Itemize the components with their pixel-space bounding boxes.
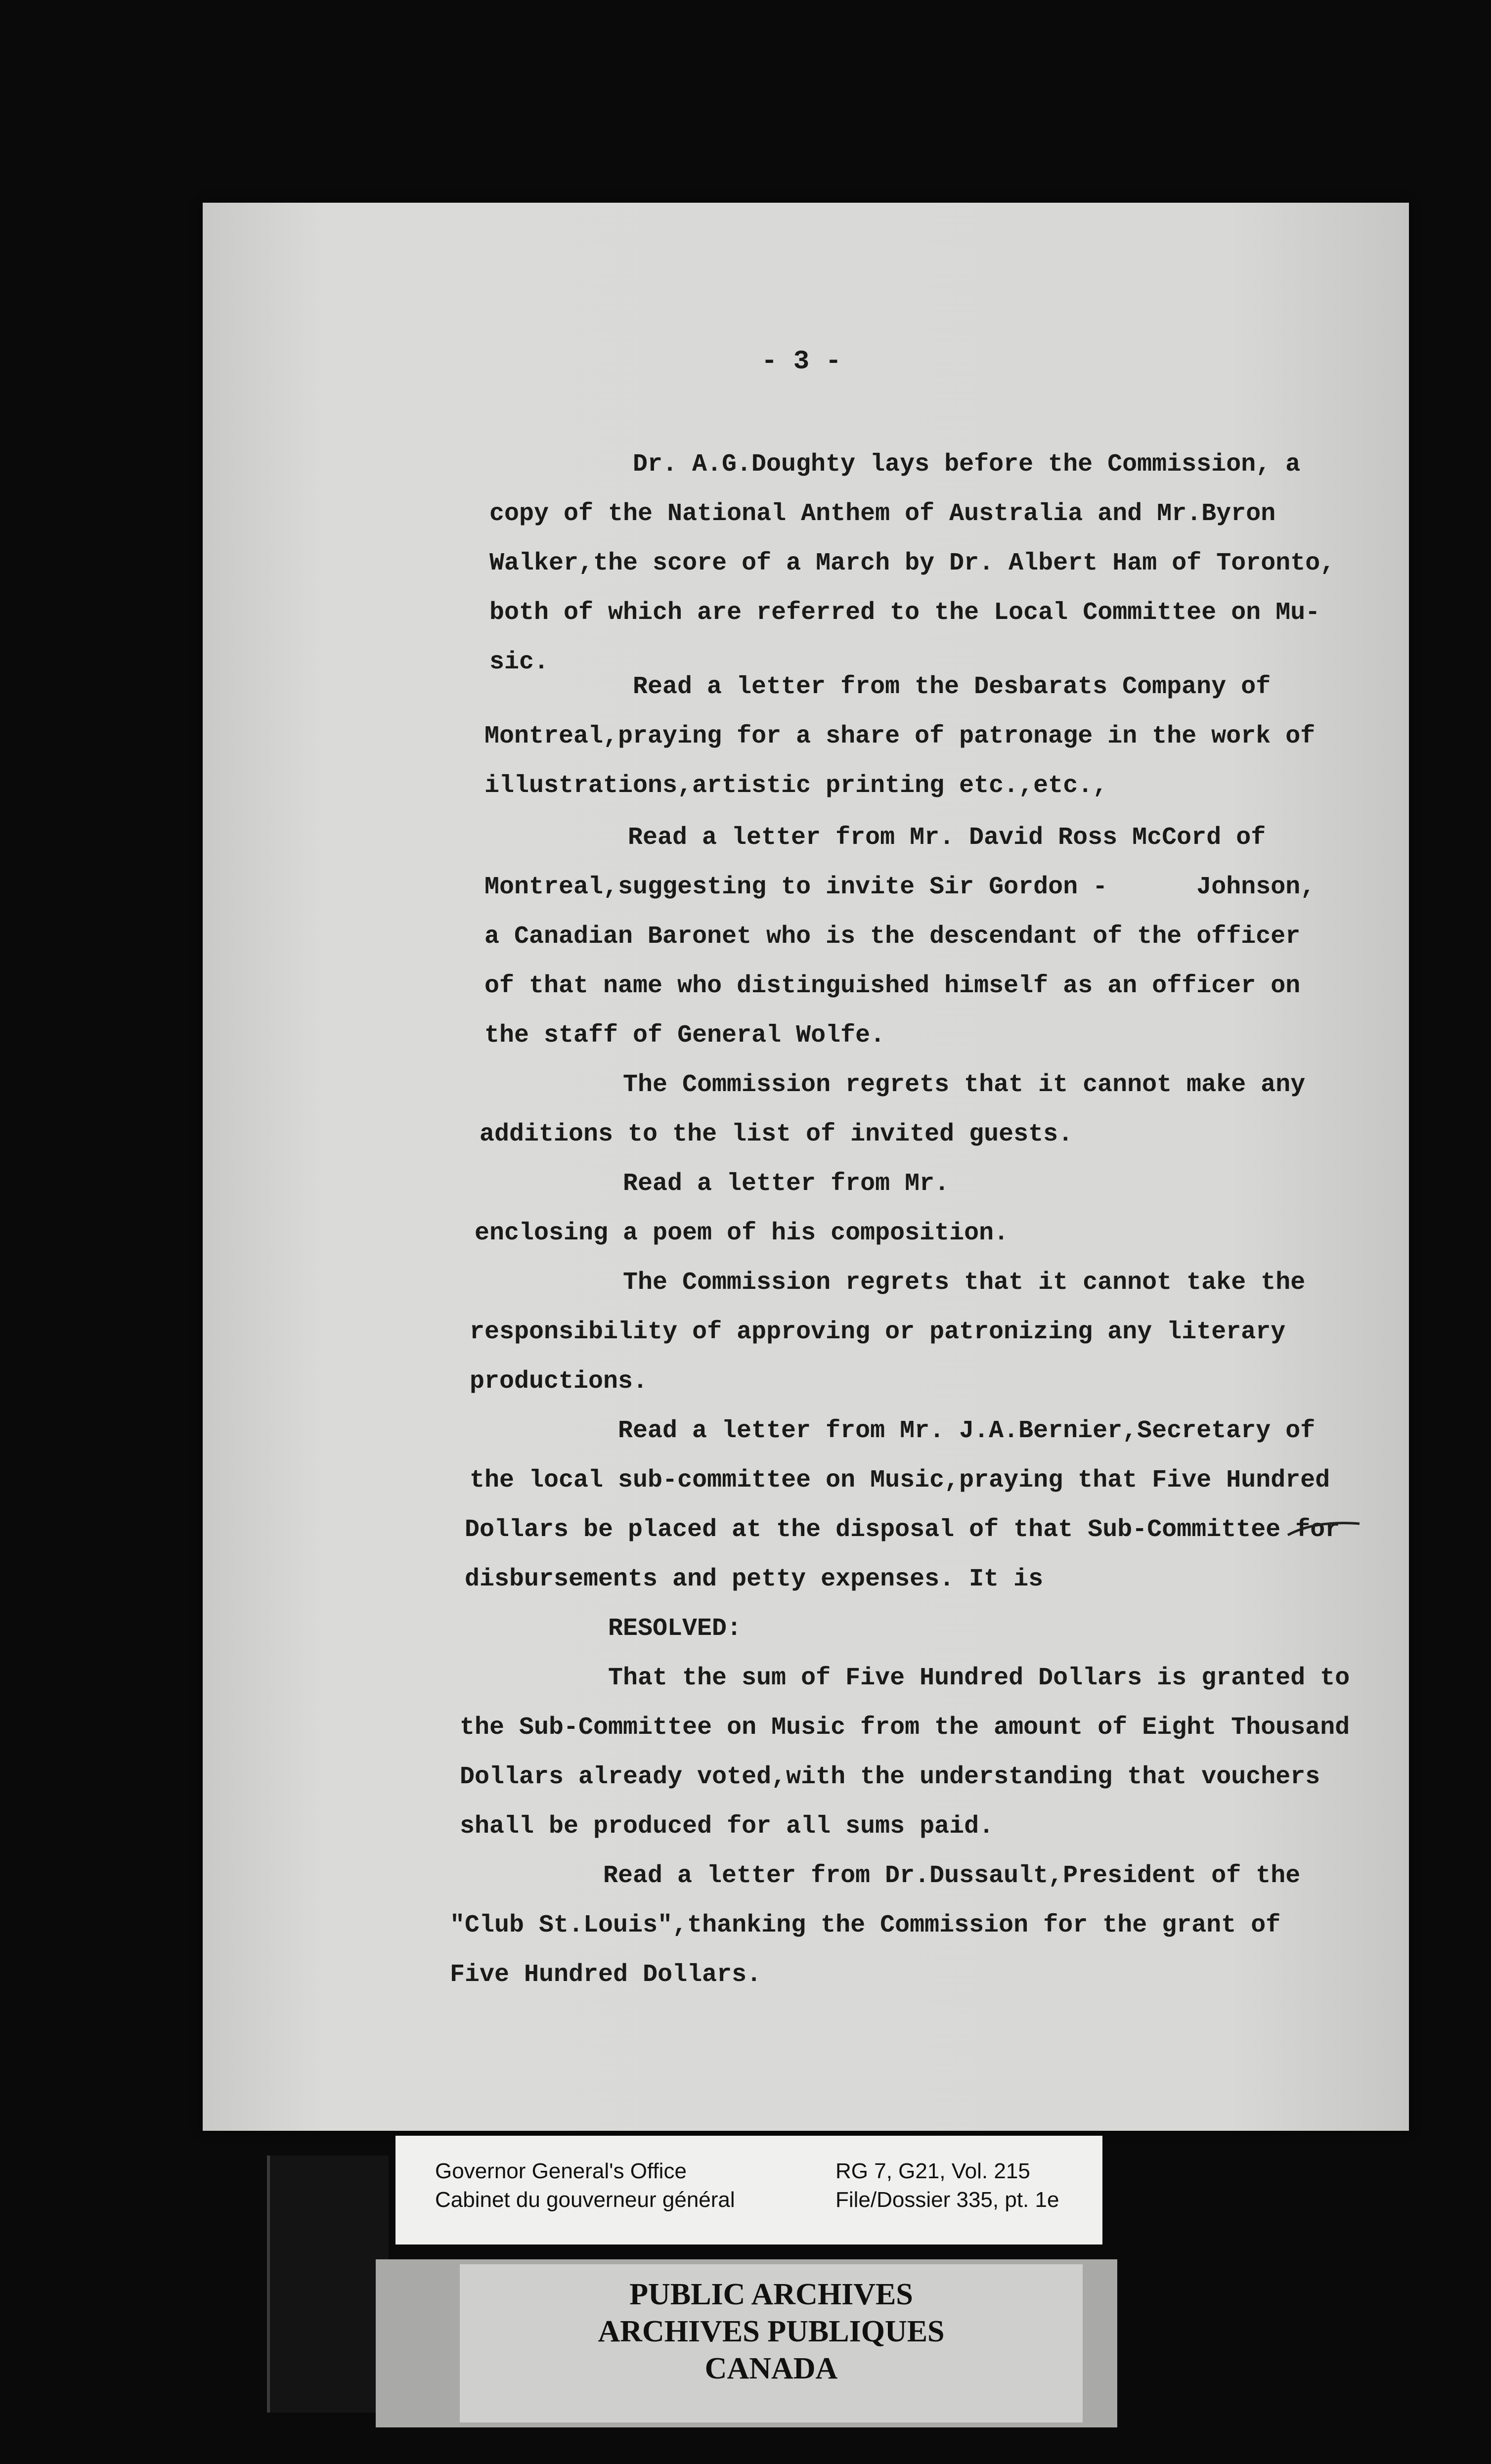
text-line: of that name who distinguished himself as an officer on xyxy=(484,972,1301,1000)
text-line: enclosing a poem of his composition. xyxy=(475,1219,1009,1247)
text-line: Read a letter from Mr. xyxy=(623,1170,950,1198)
text-line: Walker,the score of a March by Dr. Albert Ham of Toronto, xyxy=(489,549,1335,577)
archives-en: PUBLIC ARCHIVES xyxy=(629,2278,913,2311)
text-line: "Club St.Louis",thanking the Commission for the grant of xyxy=(450,1911,1281,1939)
text-line: sic. xyxy=(489,648,549,676)
text-line: disbursements and petty expenses. It is xyxy=(465,1565,1044,1593)
text-line: That the sum of Five Hundred Dollars is granted to xyxy=(608,1664,1350,1692)
archive-stamp xyxy=(460,2264,1083,2422)
text-line: Dr. A.G.Doughty lays before the Commission, a xyxy=(633,450,1301,479)
archive-label xyxy=(395,2136,1102,2432)
text-line: both of which are referred to the Local Committee on Mu- xyxy=(489,599,1320,627)
text-line: illustrations,artistic printing etc.,etc., xyxy=(484,772,1108,800)
archive-reference-card xyxy=(395,2136,1102,2244)
text-line: Montreal,suggesting to invite Sir Gordon - Johnson, xyxy=(484,873,1316,901)
text-line: copy of the National Anthem of Australia and Mr.Byron xyxy=(489,500,1276,528)
text-line: the staff of General Wolfe. xyxy=(484,1021,885,1050)
office-fr: Cabinet du gouverneur général xyxy=(435,2188,735,2212)
page-number: - 3 - xyxy=(761,347,842,377)
text-line: Read a letter from Dr.Dussault,President of the xyxy=(603,1862,1301,1890)
film-edge xyxy=(267,2156,389,2413)
text-line: the local sub-committee on Music,praying that Five Hundred xyxy=(470,1466,1330,1495)
text-line: shall be produced for all sums paid. xyxy=(460,1812,994,1841)
reference-number: RG 7, G21, Vol. 215 xyxy=(835,2159,1030,2183)
text-line: Dollars already voted,with the understanding that vouchers xyxy=(460,1763,1320,1791)
office-en: Governor General's Office xyxy=(435,2159,687,2183)
text-line: Dollars be placed at the disposal of that Sub-Committee for xyxy=(465,1516,1340,1544)
resolved-heading: RESOLVED: xyxy=(608,1615,742,1643)
document-text xyxy=(203,203,1409,2131)
text-line: Five Hundred Dollars. xyxy=(450,1961,762,1989)
text-line: The Commission regrets that it cannot take the xyxy=(623,1269,1306,1297)
archives-fr: ARCHIVES PUBLIQUES xyxy=(598,2315,945,2348)
text-line: Montreal,praying for a share of patronage in the work of xyxy=(484,722,1316,750)
text-line: the Sub-Committee on Music from the amount of Eight Thousand xyxy=(460,1714,1350,1742)
text-line: a Canadian Baronet who is the descendant of the officer xyxy=(484,923,1301,951)
text-line: Read a letter from the Desbarats Company of xyxy=(633,673,1271,701)
archives-country: CANADA xyxy=(704,2352,838,2385)
text-line: responsibility of approving or patronizing any literary xyxy=(470,1318,1286,1346)
document-page xyxy=(203,203,1409,2131)
text-line: Read a letter from Mr. David Ross McCord of xyxy=(628,824,1266,852)
text-line: productions. xyxy=(470,1367,648,1396)
text-line: The Commission regrets that it cannot make any xyxy=(623,1071,1306,1099)
text-line: Read a letter from Mr. J.A.Bernier,Secretary of xyxy=(618,1417,1316,1445)
file-number: File/Dossier 335, pt. 1e xyxy=(835,2188,1059,2212)
text-line: additions to the list of invited guests. xyxy=(480,1120,1073,1148)
pen-underline-mark xyxy=(1285,1518,1364,1538)
